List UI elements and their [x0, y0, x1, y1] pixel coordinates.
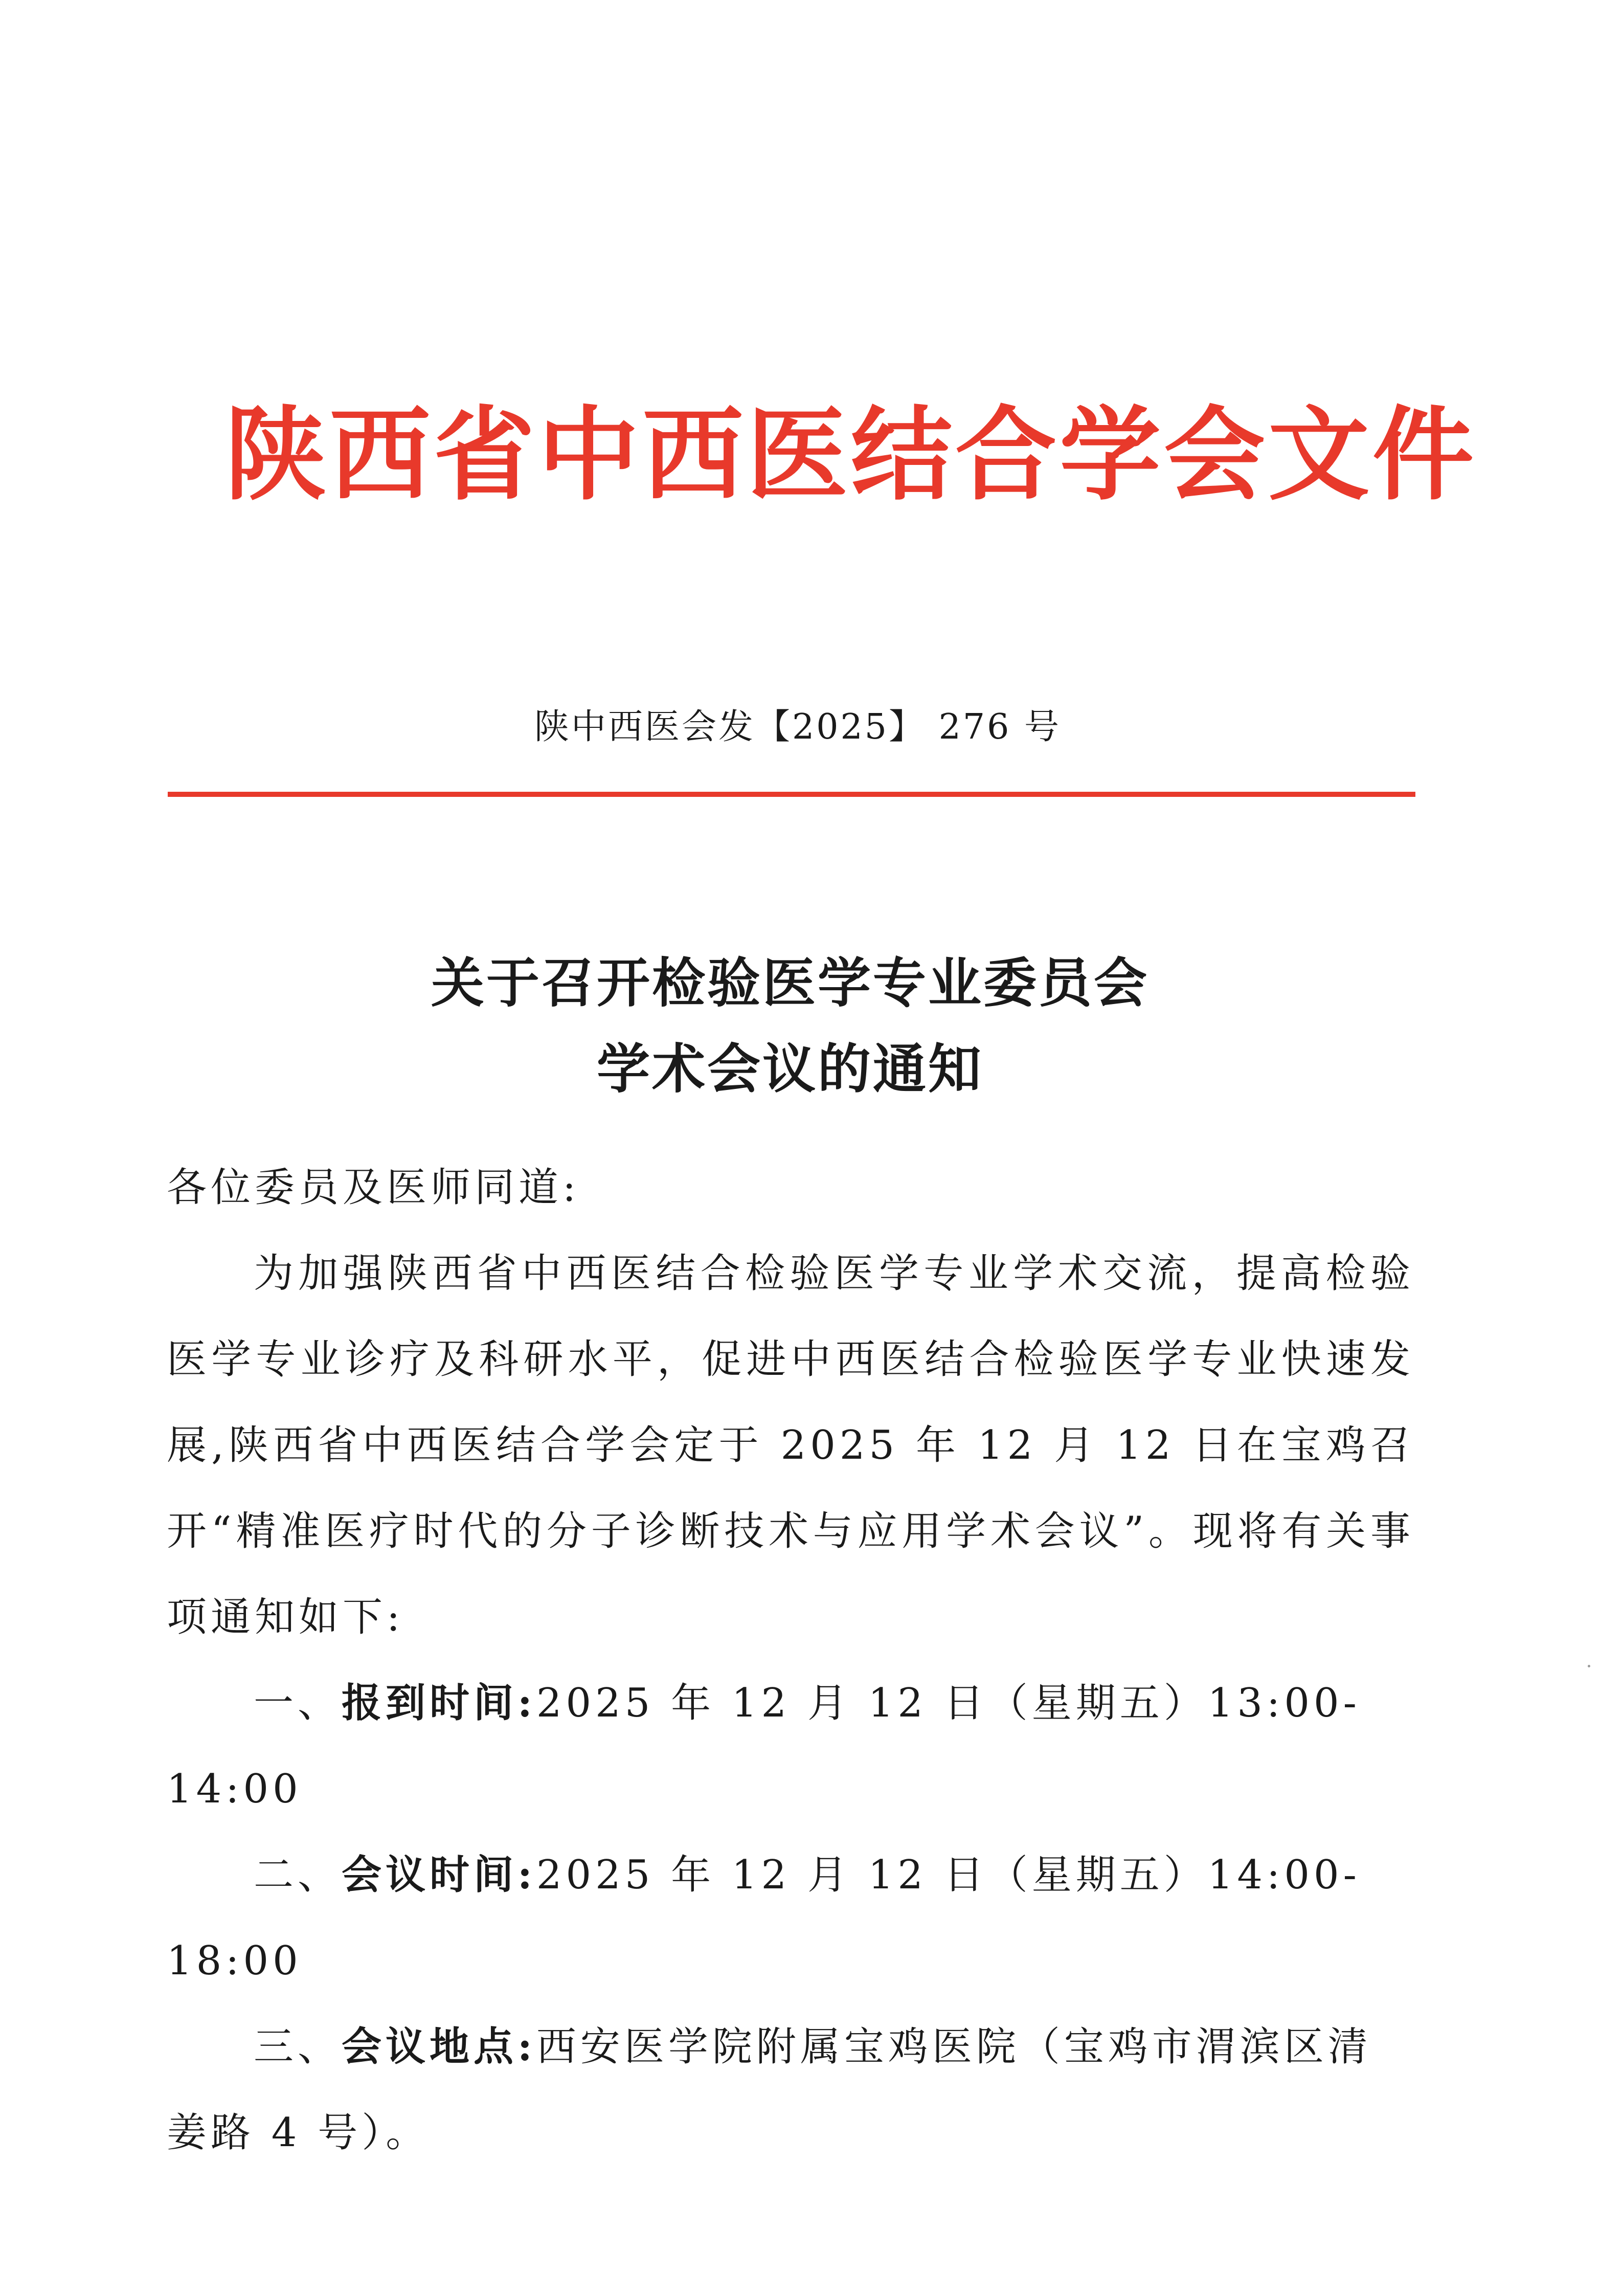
issuer-banner: 陕西省中西医结合学会文件	[225, 395, 1477, 514]
item-meeting-location	[167, 2004, 1414, 2176]
item-label: 报到时间:	[342, 1680, 536, 1726]
item-prefix: 一、	[254, 1680, 342, 1726]
item-value: 西安医学院附属宝鸡医院（宝鸡市渭滨区清姜路 4 号）。	[167, 2024, 1372, 2156]
notice-body	[167, 1145, 1414, 2176]
salutation: 各位委员及医师同道:	[167, 1165, 580, 1211]
item-value: 2025 年 12 月 12 日（星期五）13:00-14:00	[167, 1680, 1361, 1812]
notice-title-line-2: 学术会议的通知	[596, 1037, 983, 1100]
scan-speck	[1588, 1665, 1590, 1667]
item-registration-time	[167, 1660, 1414, 1832]
red-divider-line	[168, 792, 1415, 797]
item-prefix: 二、	[254, 1852, 342, 1898]
item-label: 会议时间:	[342, 1852, 536, 1898]
item-value: 2025 年 12 月 12 日（星期五）14:00-18:00	[167, 1852, 1361, 1984]
notice-title	[0, 940, 1580, 1112]
item-meeting-time	[167, 1832, 1414, 2004]
intro-paragraph: 为加强陕西省中西医结合检验医学专业学术交流，提高检验医学专业诊疗及科研水平，促进中西医结合检验医学专业快速发展,陕西省中西医结合学会定于 2025 年 12 月 12 日在宝鸡召开“精准医疗时代的分子诊断技术与应用学术会议”。现将有关事项通知如下:	[167, 1251, 1414, 1640]
document-number: 陕中西医会发【2025】 276 号	[534, 707, 1062, 747]
item-label: 会议地点:	[342, 2023, 536, 2070]
item-prefix: 三、	[254, 2024, 342, 2070]
notice-title-line-1: 关于召开检验医学专业委员会	[431, 951, 1149, 1014]
